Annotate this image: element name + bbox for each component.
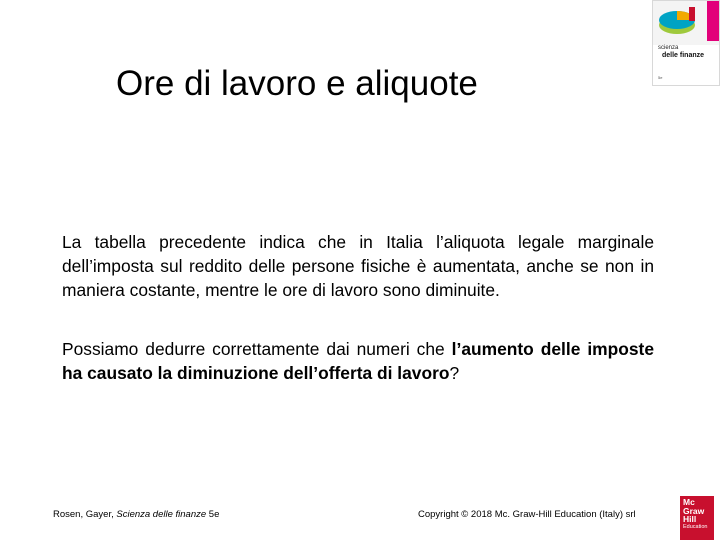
book-cover-edition: 5e [658, 75, 663, 80]
publisher-logo [680, 496, 714, 540]
paragraph-observation-text: La tabella precedente indica che in Italia l’aliquota legale marginale dell’imposta sul reddito delle persone fisiche è aumentata, anche se non in maniera costante, mentre le ore di lavoro sono diminuite. [62, 232, 654, 300]
cover-ribbon [707, 1, 720, 41]
footer-book-title: Scienza delle finanze [116, 509, 207, 520]
book-cover-art [653, 1, 720, 45]
cover-bar [689, 7, 695, 21]
paragraph-question-end: ? [449, 363, 460, 383]
page-title: Ore di lavoro e aliquote [116, 64, 478, 103]
footer-copyright: Copyright © 2018 Mc. Graw-Hill Education (Italy) srl [418, 509, 636, 520]
paragraph-question [62, 337, 654, 385]
publisher-logo-tagline: Education [683, 523, 708, 530]
publisher-logo-line-1: Mc [683, 497, 695, 507]
paragraph-question-lead: Possiamo dedurre correttamente dai numeri che [62, 339, 452, 359]
publisher-logo-line-3: Hill [683, 514, 697, 524]
footer-authors: Rosen, Gayer, [53, 509, 117, 520]
book-cover-title: scienza [658, 45, 679, 51]
book-cover-thumbnail [652, 0, 720, 86]
book-cover-subtitle: delle finanze [662, 52, 705, 59]
publisher-logo-line-2: Graw [683, 505, 705, 516]
footer-edition: 5e [206, 509, 220, 520]
paragraph-question-emphasis: l’aumento delle imposte ha causato la diminuzione dell’offerta di lavoro [62, 339, 654, 383]
paragraph-observation [62, 230, 654, 302]
footer-citation [53, 509, 219, 521]
